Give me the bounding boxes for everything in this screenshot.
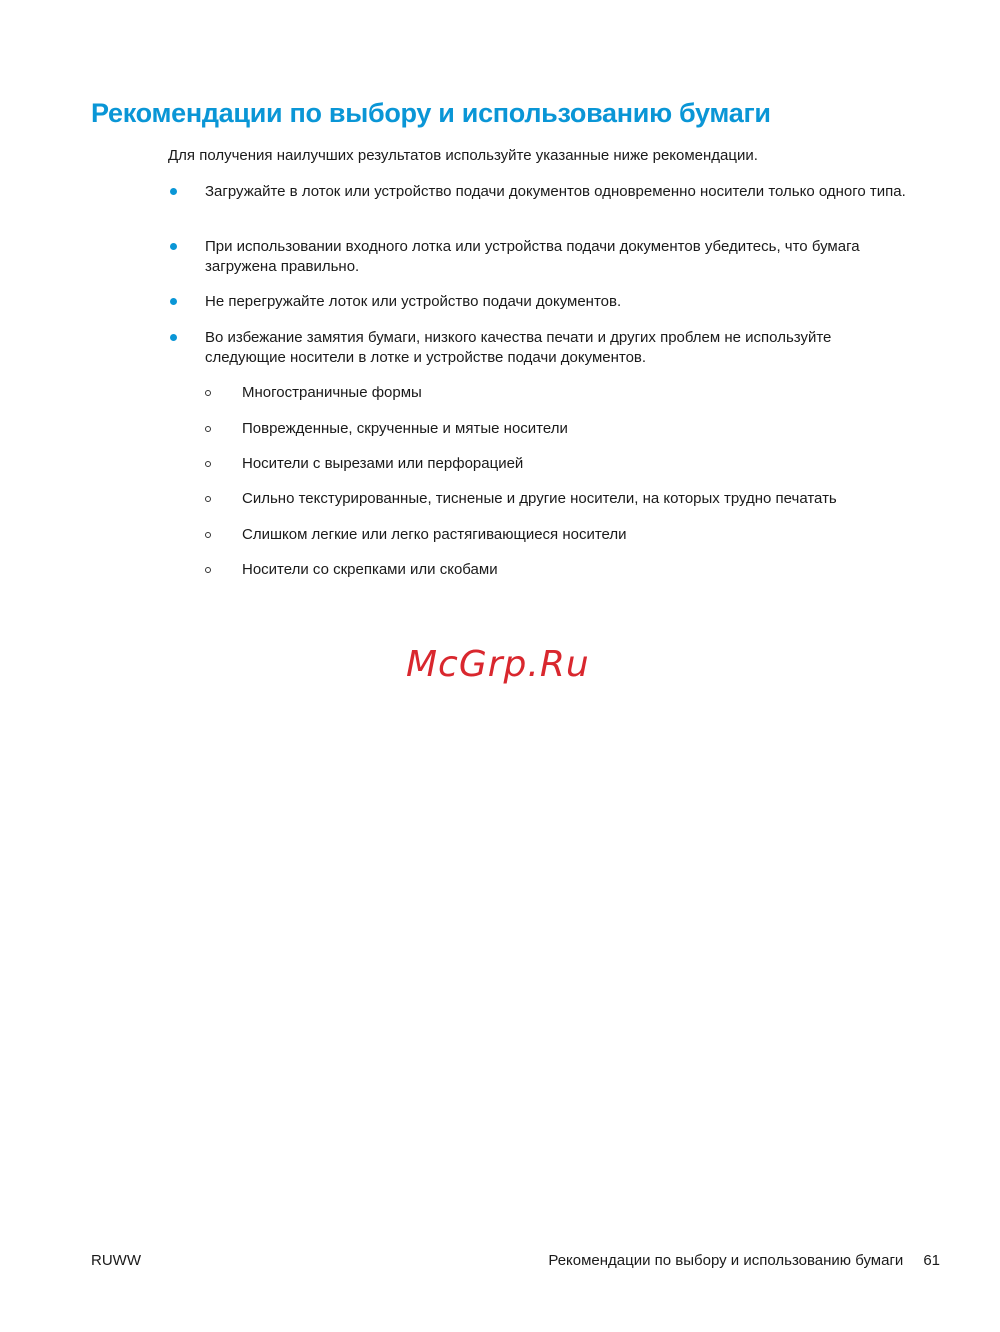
sub-bullet-icon xyxy=(205,390,211,396)
footer-locale: RUWW xyxy=(91,1252,141,1269)
sub-list-item xyxy=(242,560,942,580)
sub-list-item xyxy=(242,454,942,474)
list-item xyxy=(205,292,915,312)
page-number: 61 xyxy=(923,1252,940,1269)
bullet-icon xyxy=(170,188,177,195)
list-item-text: Во избежание замятия бумаги, низкого качества печати и других проблем не используйте следующие носители в лотке и устройстве подачи документов. xyxy=(205,329,832,366)
list-item-text: Загружайте в лоток или устройство подачи документов одновременно носители только одного типа. xyxy=(205,183,906,200)
bullet-icon xyxy=(170,243,177,250)
list-item xyxy=(205,237,915,277)
sub-list-item-text: Многостраничные формы xyxy=(242,384,422,401)
sub-list-item xyxy=(242,383,942,403)
sub-list-item-text: Слишком легкие или легко растягивающиеся носители xyxy=(242,526,627,543)
page-title: Рекомендации по выбору и использованию бумаги xyxy=(91,98,771,128)
footer-section-title: Рекомендации по выбору и использованию бумаги xyxy=(548,1252,904,1269)
list-item-text: Не перегружайте лоток или устройство подачи документов. xyxy=(205,293,622,310)
sub-list-item xyxy=(242,489,942,509)
sub-bullet-icon xyxy=(205,496,211,502)
intro-text: Для получения наилучших результатов используйте указанные ниже рекомендации. xyxy=(168,147,758,164)
bullet-icon xyxy=(170,298,177,305)
watermark: McGrp.Ru xyxy=(406,644,590,685)
bullet-icon xyxy=(170,334,177,341)
footer-section xyxy=(548,1252,940,1269)
sub-list-item xyxy=(242,525,942,545)
sub-list-item-text: Сильно текстурированные, тисненые и другие носители, на которых трудно печатать xyxy=(242,490,837,507)
sub-bullet-icon xyxy=(205,426,211,432)
sub-bullet-icon xyxy=(205,461,211,467)
sub-list-item-text: Поврежденные, скрученные и мятые носители xyxy=(242,420,568,437)
sub-list-item xyxy=(242,419,942,439)
sub-bullet-icon xyxy=(205,567,211,573)
sub-list-item-text: Носители с вырезами или перфорацией xyxy=(242,455,524,472)
sub-list-item-text: Носители со скрепками или скобами xyxy=(242,561,498,578)
list-item xyxy=(205,182,915,202)
list-item xyxy=(205,328,915,368)
list-item-text: При использовании входного лотка или устройства подачи документов убедитесь, что бумага загружена правильно. xyxy=(205,238,860,275)
sub-bullet-icon xyxy=(205,532,211,538)
